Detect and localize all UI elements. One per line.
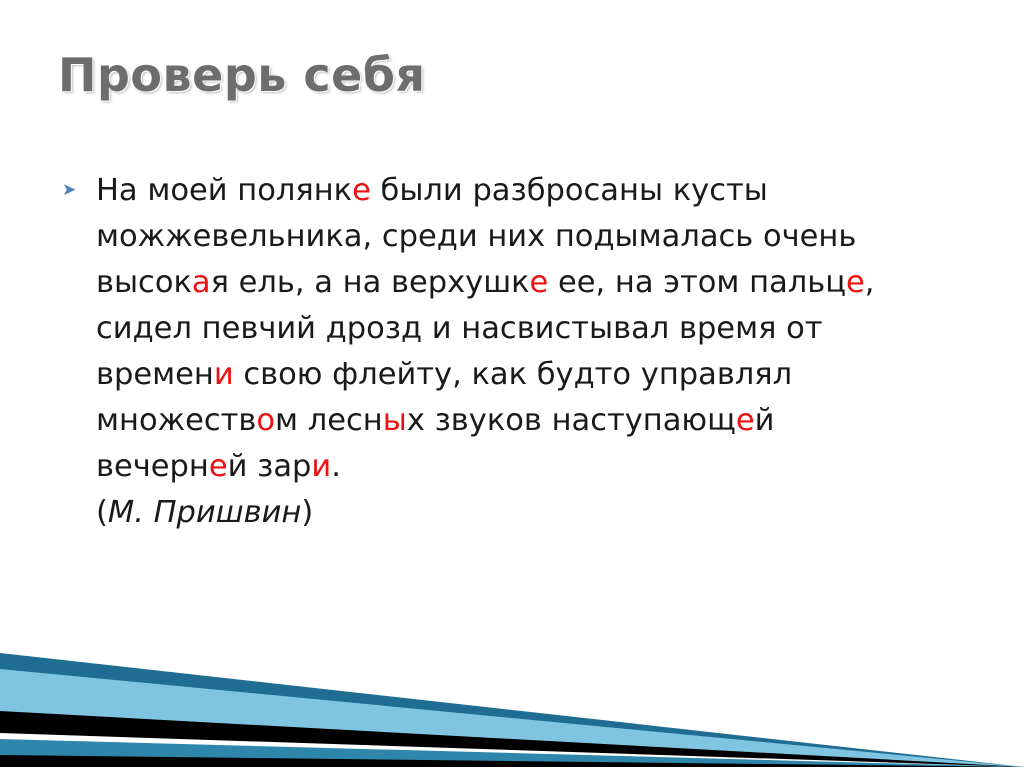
highlighted-letter: е [352,173,371,208]
quote-segment: . [331,449,341,484]
quote-segment: На моей полянк [96,173,353,208]
quote-segment: , сидел певчий дрозд и насвистывал время от времен [96,265,875,392]
highlighted-letter: е [529,265,549,300]
quote-segment: м лесн [275,403,383,438]
quote-segment: й зар [227,449,312,484]
list-item [62,168,942,536]
quote-segment: свою флейту, как будто управлял множеств [96,357,793,438]
source-close-paren: ) [301,495,314,530]
body-content [62,168,942,536]
bullet-arrow-icon: ➤ [62,180,77,200]
quote-source [96,495,313,530]
quote-segment: ее, на этом пальц [548,265,846,300]
quote-text [96,173,874,484]
quote-segment: были разбросаны кусты можжевельника, среди них подымалась очень высок [96,173,857,300]
page-title: Проверь себя [58,48,426,102]
highlighted-letter: а [191,265,211,300]
highlighted-letter: е [735,403,755,438]
quote-segment: х звуков наступающ [406,403,736,438]
quote-segment: я ель, а на верхушк [210,265,530,300]
highlighted-letter: и [213,357,234,392]
highlighted-letter: о [256,403,276,438]
quote-segment: й вечерн [96,403,775,484]
highlighted-letter: е [208,449,228,484]
bullet-text [96,168,906,536]
source-author: М. Пришвин [107,495,302,530]
decorative-corner-graphic [0,607,1024,767]
highlighted-letter: ы [382,403,407,438]
highlighted-letter: е [846,265,865,300]
highlighted-letter: и [311,449,332,484]
source-open-paren: ( [96,495,108,530]
